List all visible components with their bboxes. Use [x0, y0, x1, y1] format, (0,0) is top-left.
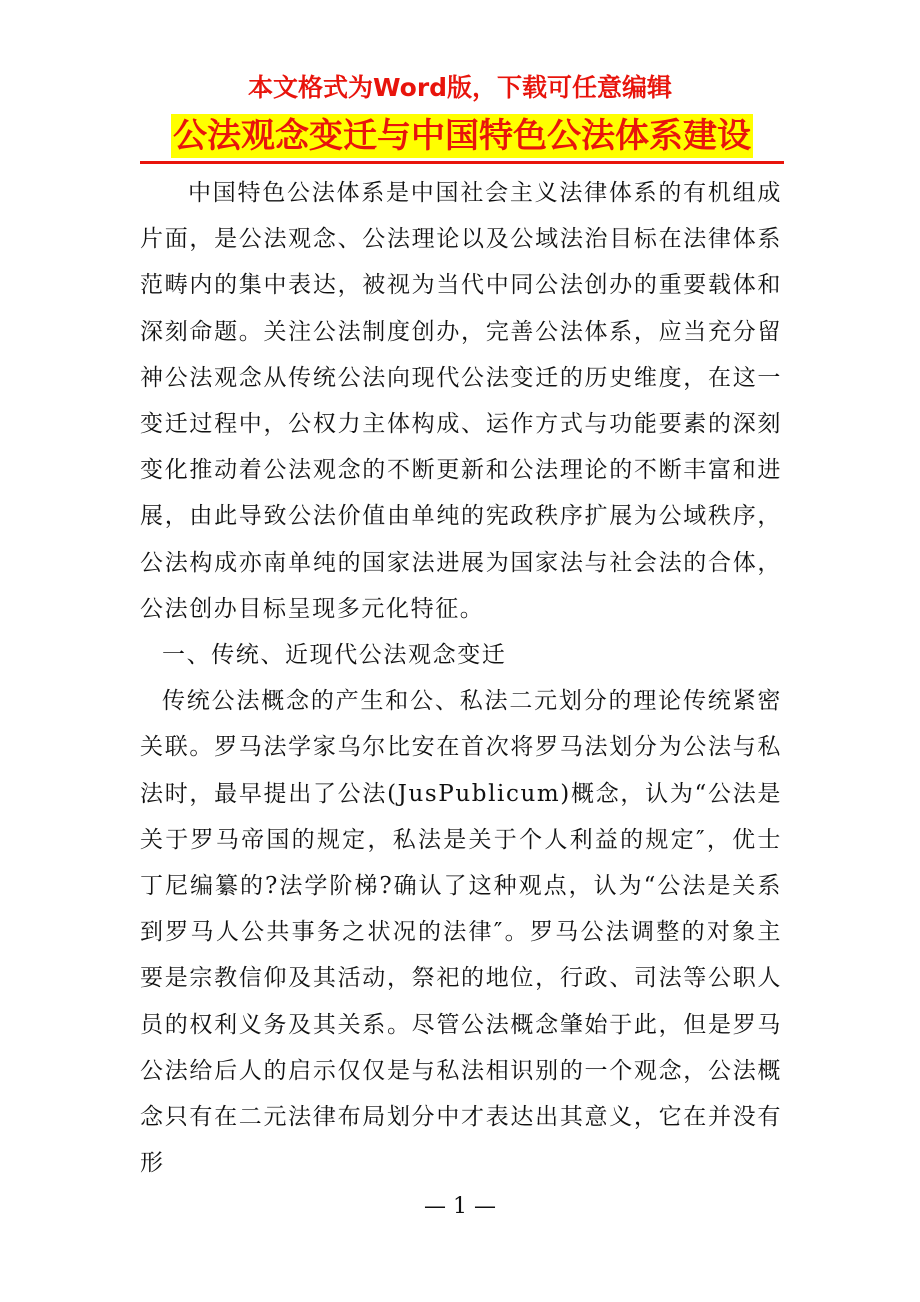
document-title: 公法观念变迁与中国特色公法体系建设 [173, 116, 751, 156]
section-heading: 一、传统、近现代公法观念变迁 [162, 642, 507, 669]
intro-paragraph: 中国特色公法体系是中国社会主义法律体系的有机组成片面，是公法观念、公法理论以及公域法治目标在法律体系范畴内的集中表达，被视为当代中同公法创办的重要载体和深刻命题。关注公法制度创办，完善公法体系，应当充分留神公法观念从传统公法向现代公法变迁的历史维度，在这一变迁过程中，公权力主体构成、运作方式与功能要素的深刻变化推动着公法观念的不断更新和公法理论的不断丰富和进展，由此导致公法价值由单纯的宪政秩序扩展为公域秩序，公法构成亦南单纯的国家法进展为国家法与社会法的合体，公法创办目标呈现多元化特征。 [140, 180, 782, 622]
format-notice: 本文格式为Word版，下载可任意编辑 [247, 73, 673, 102]
history-paragraph: 传统公法概念的产生和公、私法二元划分的理论传统紧密关联。罗马法学家乌尔比安在首次将罗马法划分为公法与私法时，最早提出了公法(JusPublicum)概念，认为“公法是关于罗马帝国的规定，私法是关于个人利益的规定″，优士丁尼编纂的?法学阶梯?确认了这种观点，认为“公法是关系到罗马人公共事务之状况的法律″。罗马公法调整的对象主要是宗教信仰及其活动，祭祀的地位，行政、司法等公职人员的权利义务及其关系。尽管公法概念肇始于此，但是罗马公法给后人的启示仅仅是与私法相识别的一个观念，公法概念只有在二元法律布局划分中才表达出其意义，它在并没有形 [140, 688, 782, 1177]
title-underline [140, 161, 784, 164]
title-block [140, 114, 784, 164]
page-number: — 1 — [424, 1194, 496, 1219]
document-body [140, 170, 782, 1186]
